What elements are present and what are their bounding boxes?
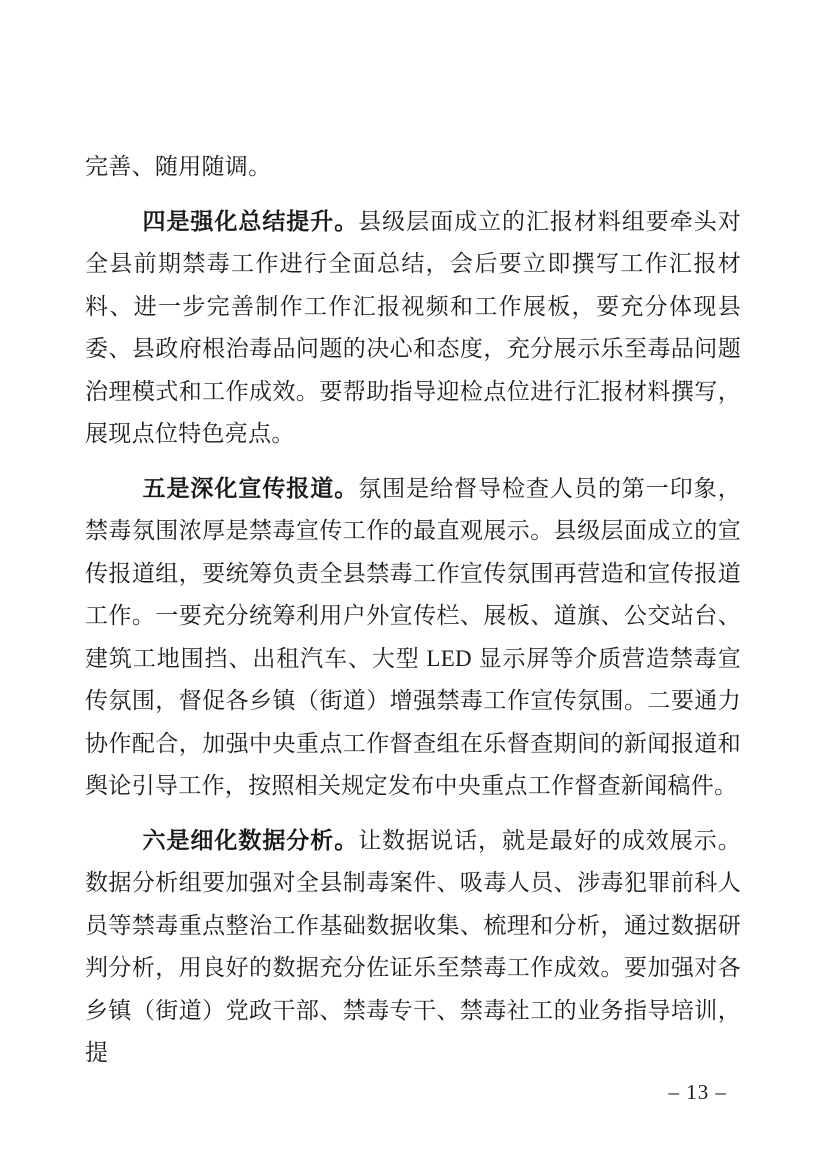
paragraph-text: 氛围是给督导检查人员的第一印象，禁毒氛围浓厚是禁毒宣传工作的最直观展示。县级层面成立的宣传报道组，要统筹负责全县禁毒工作宣传氛围再营造和宣传报道工作。一要充分统筹利用户外宣传栏、展板、道旗、公交站台、建筑工地围挡、出租汽车、大型 LED 显示屏等介质营造禁毒宣传氛围，督促各乡镇（街道）增强禁毒工作宣传氛围。二要通力协作配合，加强中央重点工作督查组在乐督查期间的新闻报道和舆论引导工作，按照相关规定发布中央重点工作督查新闻稿件。 (85, 475, 741, 798)
page-number: – 13 – (668, 1080, 727, 1104)
paragraph-text: 让数据说话，就是最好的成效展示。数据分析组要加强对全县制毒案件、吸毒人员、涉毒犯罪前科人员等禁毒重点整治工作基础数据收集、梳理和分析，通过数据研判分析，用良好的数据充分佐证乐至禁毒工作成效。要加强对各乡镇（街道）党政干部、禁毒专干、禁毒社工的业务指导培训，提 (85, 827, 741, 1065)
paragraph-text: 完善、随用随调。 (85, 154, 272, 179)
body-paragraph (85, 201, 741, 456)
paragraph-lead: 四是强化总结提升。 (142, 208, 359, 234)
paragraph-text: 县级层面成立的汇报材料组要牵头对全县前期禁毒工作进行全面总结，会后要立即撰写工作汇报材料、进一步完善制作工作汇报视频和工作展板，要充分体现县委、县政府根治毒品问题的决心和态度，充分展示乐至毒品问题治理模式和工作成效。要帮助指导迎检点位进行汇报材料撰写，展现点位特色亮点。 (85, 208, 741, 446)
document-body (85, 146, 741, 1075)
paragraph-lead: 五是深化宣传报道。 (142, 475, 359, 501)
body-paragraph (85, 468, 741, 808)
paragraph-lead: 六是细化数据分析。 (142, 827, 359, 853)
body-paragraph (85, 820, 741, 1075)
body-paragraph (85, 146, 741, 189)
